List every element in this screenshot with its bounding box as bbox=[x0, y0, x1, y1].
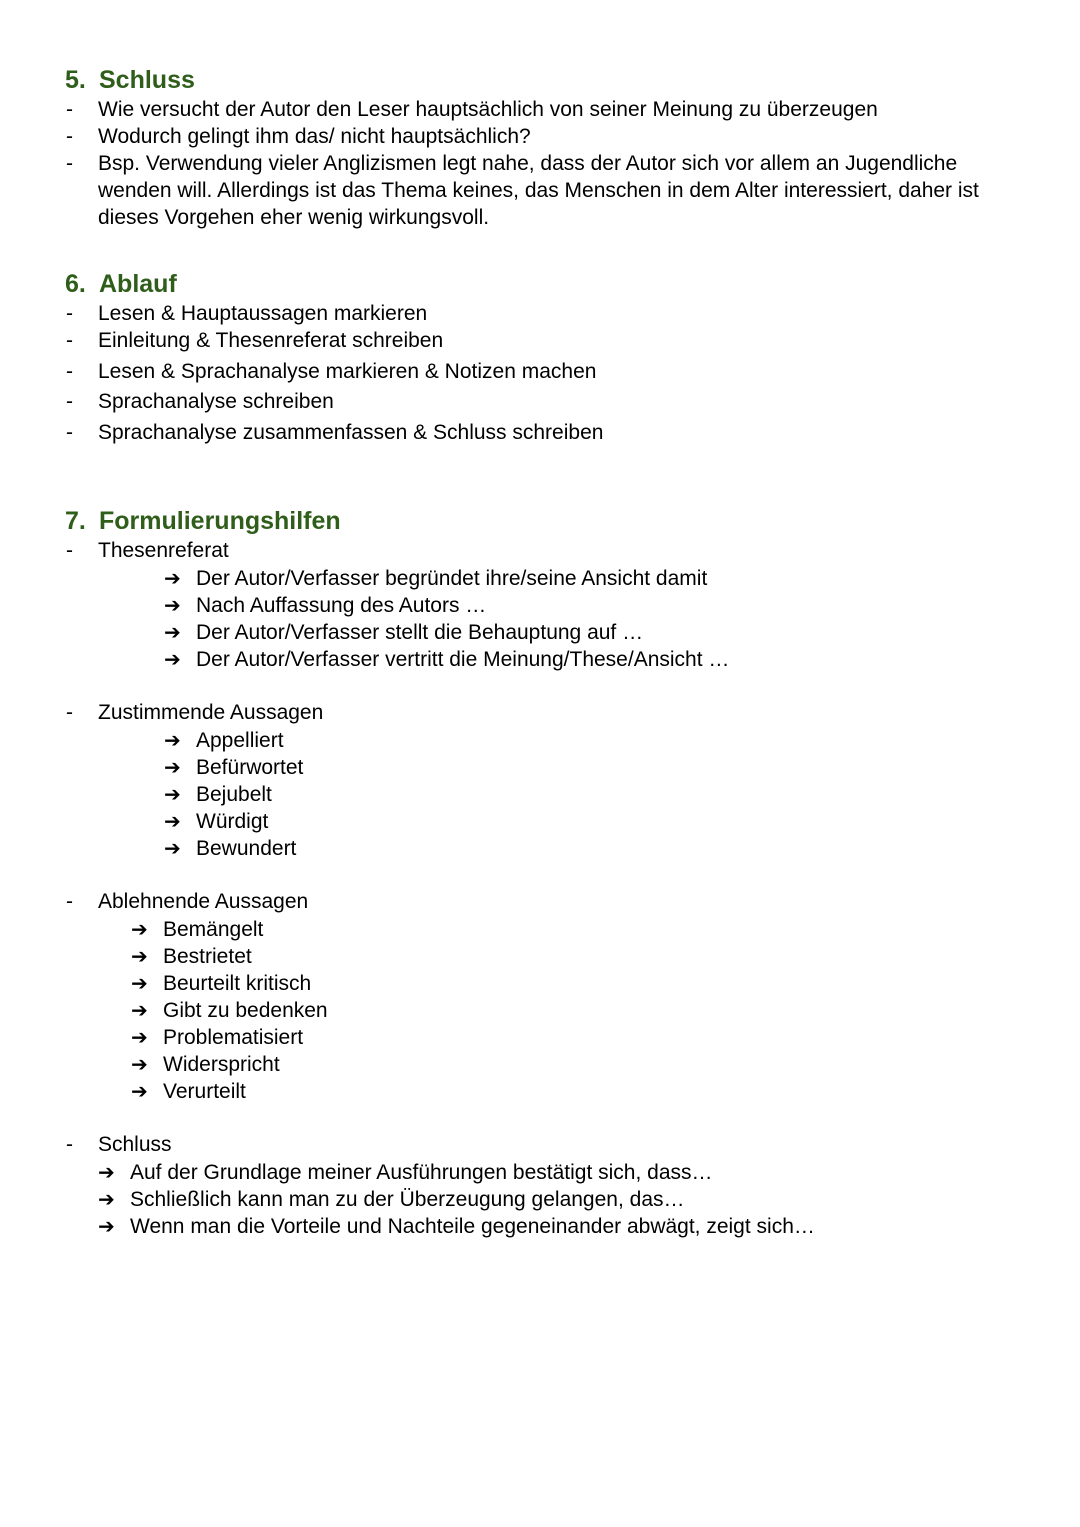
section-number: 7. bbox=[65, 507, 86, 535]
right-arrow-icon: ➔ bbox=[131, 944, 148, 968]
list-item: Sprachanalyse schreiben bbox=[98, 390, 334, 413]
section-number: 5. bbox=[65, 66, 86, 94]
right-arrow-icon: ➔ bbox=[131, 1052, 148, 1076]
right-arrow-icon: ➔ bbox=[164, 620, 181, 644]
dash-bullet: - bbox=[66, 98, 73, 121]
section-title: Ablauf bbox=[99, 270, 177, 298]
dash-bullet: - bbox=[66, 1133, 73, 1156]
section-7-heading bbox=[65, 507, 341, 536]
arrow-item: ➔ Bejubelt bbox=[164, 782, 272, 806]
arrow-item: ➔ Widerspricht bbox=[131, 1052, 280, 1076]
right-arrow-icon: ➔ bbox=[164, 728, 181, 752]
arrow-item: ➔ Bemängelt bbox=[131, 917, 264, 941]
arrow-item: ➔ Auf der Grundlage meiner Ausführungen bestätigt sich, dass… bbox=[98, 1160, 713, 1184]
right-arrow-icon: ➔ bbox=[164, 566, 181, 590]
list-item: Sprachanalyse zusammenfassen & Schluss schreiben bbox=[98, 421, 604, 444]
right-arrow-icon: ➔ bbox=[164, 647, 181, 671]
list-item-continuation: dieses Vorgehen eher wenig wirkungsvoll. bbox=[98, 206, 490, 229]
list-item: Lesen & Hauptaussagen markieren bbox=[98, 302, 428, 325]
list-item: Wodurch gelingt ihm das/ nicht hauptsächlich? bbox=[98, 125, 531, 148]
dash-bullet: - bbox=[66, 390, 73, 413]
dash-bullet: - bbox=[66, 890, 73, 913]
list-item: Bsp. Verwendung vieler Anglizismen legt nahe, dass der Autor sich vor allem an Jugendliche bbox=[98, 152, 958, 175]
arrow-item: ➔ Der Autor/Verfasser begründet ihre/seine Ansicht damit bbox=[164, 566, 708, 590]
right-arrow-icon: ➔ bbox=[98, 1187, 115, 1211]
arrow-item: ➔ Der Autor/Verfasser vertritt die Meinung/These/Ansicht … bbox=[164, 647, 730, 671]
right-arrow-icon: ➔ bbox=[98, 1214, 115, 1238]
list-item: Lesen & Sprachanalyse markieren & Notizen machen bbox=[98, 360, 597, 383]
section-title: Schluss bbox=[99, 66, 195, 94]
arrow-item: ➔ Befürwortet bbox=[164, 755, 304, 779]
group-label-zustimmend: Zustimmende Aussagen bbox=[98, 701, 324, 724]
right-arrow-icon: ➔ bbox=[131, 998, 148, 1022]
group-label-ablehnend: Ablehnende Aussagen bbox=[98, 890, 309, 913]
right-arrow-icon: ➔ bbox=[131, 1079, 148, 1103]
dash-bullet: - bbox=[66, 360, 73, 383]
arrow-item: ➔ Appelliert bbox=[164, 728, 284, 752]
group-label-thesenreferat: Thesenreferat bbox=[98, 539, 229, 562]
dash-bullet: - bbox=[66, 701, 73, 724]
list-item: Wie versucht der Autor den Leser hauptsächlich von seiner Meinung zu überzeugen bbox=[98, 98, 878, 121]
group-label-schluss: Schluss bbox=[98, 1133, 172, 1156]
dash-bullet: - bbox=[66, 152, 73, 175]
dash-bullet: - bbox=[66, 539, 73, 562]
arrow-item: ➔ Bewundert bbox=[164, 836, 297, 860]
dash-bullet: - bbox=[66, 421, 73, 444]
arrow-item: ➔ Problematisiert bbox=[131, 1025, 304, 1049]
section-title: Formulierungshilfen bbox=[99, 507, 341, 535]
arrow-item: ➔ Gibt zu bedenken bbox=[131, 998, 328, 1022]
right-arrow-icon: ➔ bbox=[164, 836, 181, 860]
arrow-item: ➔ Wenn man die Vorteile und Nachteile gegeneinander abwägt, zeigt sich… bbox=[98, 1214, 815, 1238]
right-arrow-icon: ➔ bbox=[164, 593, 181, 617]
section-5-heading bbox=[65, 66, 195, 95]
right-arrow-icon: ➔ bbox=[131, 1025, 148, 1049]
dash-bullet: - bbox=[66, 329, 73, 352]
right-arrow-icon: ➔ bbox=[164, 755, 181, 779]
right-arrow-icon: ➔ bbox=[131, 917, 148, 941]
arrow-item: ➔ Beurteilt kritisch bbox=[131, 971, 312, 995]
right-arrow-icon: ➔ bbox=[164, 809, 181, 833]
arrow-item: ➔ Verurteilt bbox=[131, 1079, 246, 1103]
arrow-item: ➔ Nach Auffassung des Autors … bbox=[164, 593, 487, 617]
right-arrow-icon: ➔ bbox=[164, 782, 181, 806]
right-arrow-icon: ➔ bbox=[131, 971, 148, 995]
section-number: 6. bbox=[65, 270, 86, 298]
arrow-item: ➔ Der Autor/Verfasser stellt die Behauptung auf … bbox=[164, 620, 644, 644]
arrow-item: ➔ Würdigt bbox=[164, 809, 269, 833]
arrow-item: ➔ Bestrietet bbox=[131, 944, 252, 968]
right-arrow-icon: ➔ bbox=[98, 1160, 115, 1184]
arrow-item: ➔ Schließlich kann man zu der Überzeugung gelangen, das… bbox=[98, 1187, 685, 1211]
dash-bullet: - bbox=[66, 125, 73, 148]
list-item: Einleitung & Thesenreferat schreiben bbox=[98, 329, 444, 352]
section-6-heading bbox=[65, 270, 177, 299]
dash-bullet: - bbox=[66, 302, 73, 325]
list-item-continuation: wenden will. Allerdings ist das Thema keines, das Menschen in dem Alter interessiert, daher ist bbox=[98, 179, 979, 202]
